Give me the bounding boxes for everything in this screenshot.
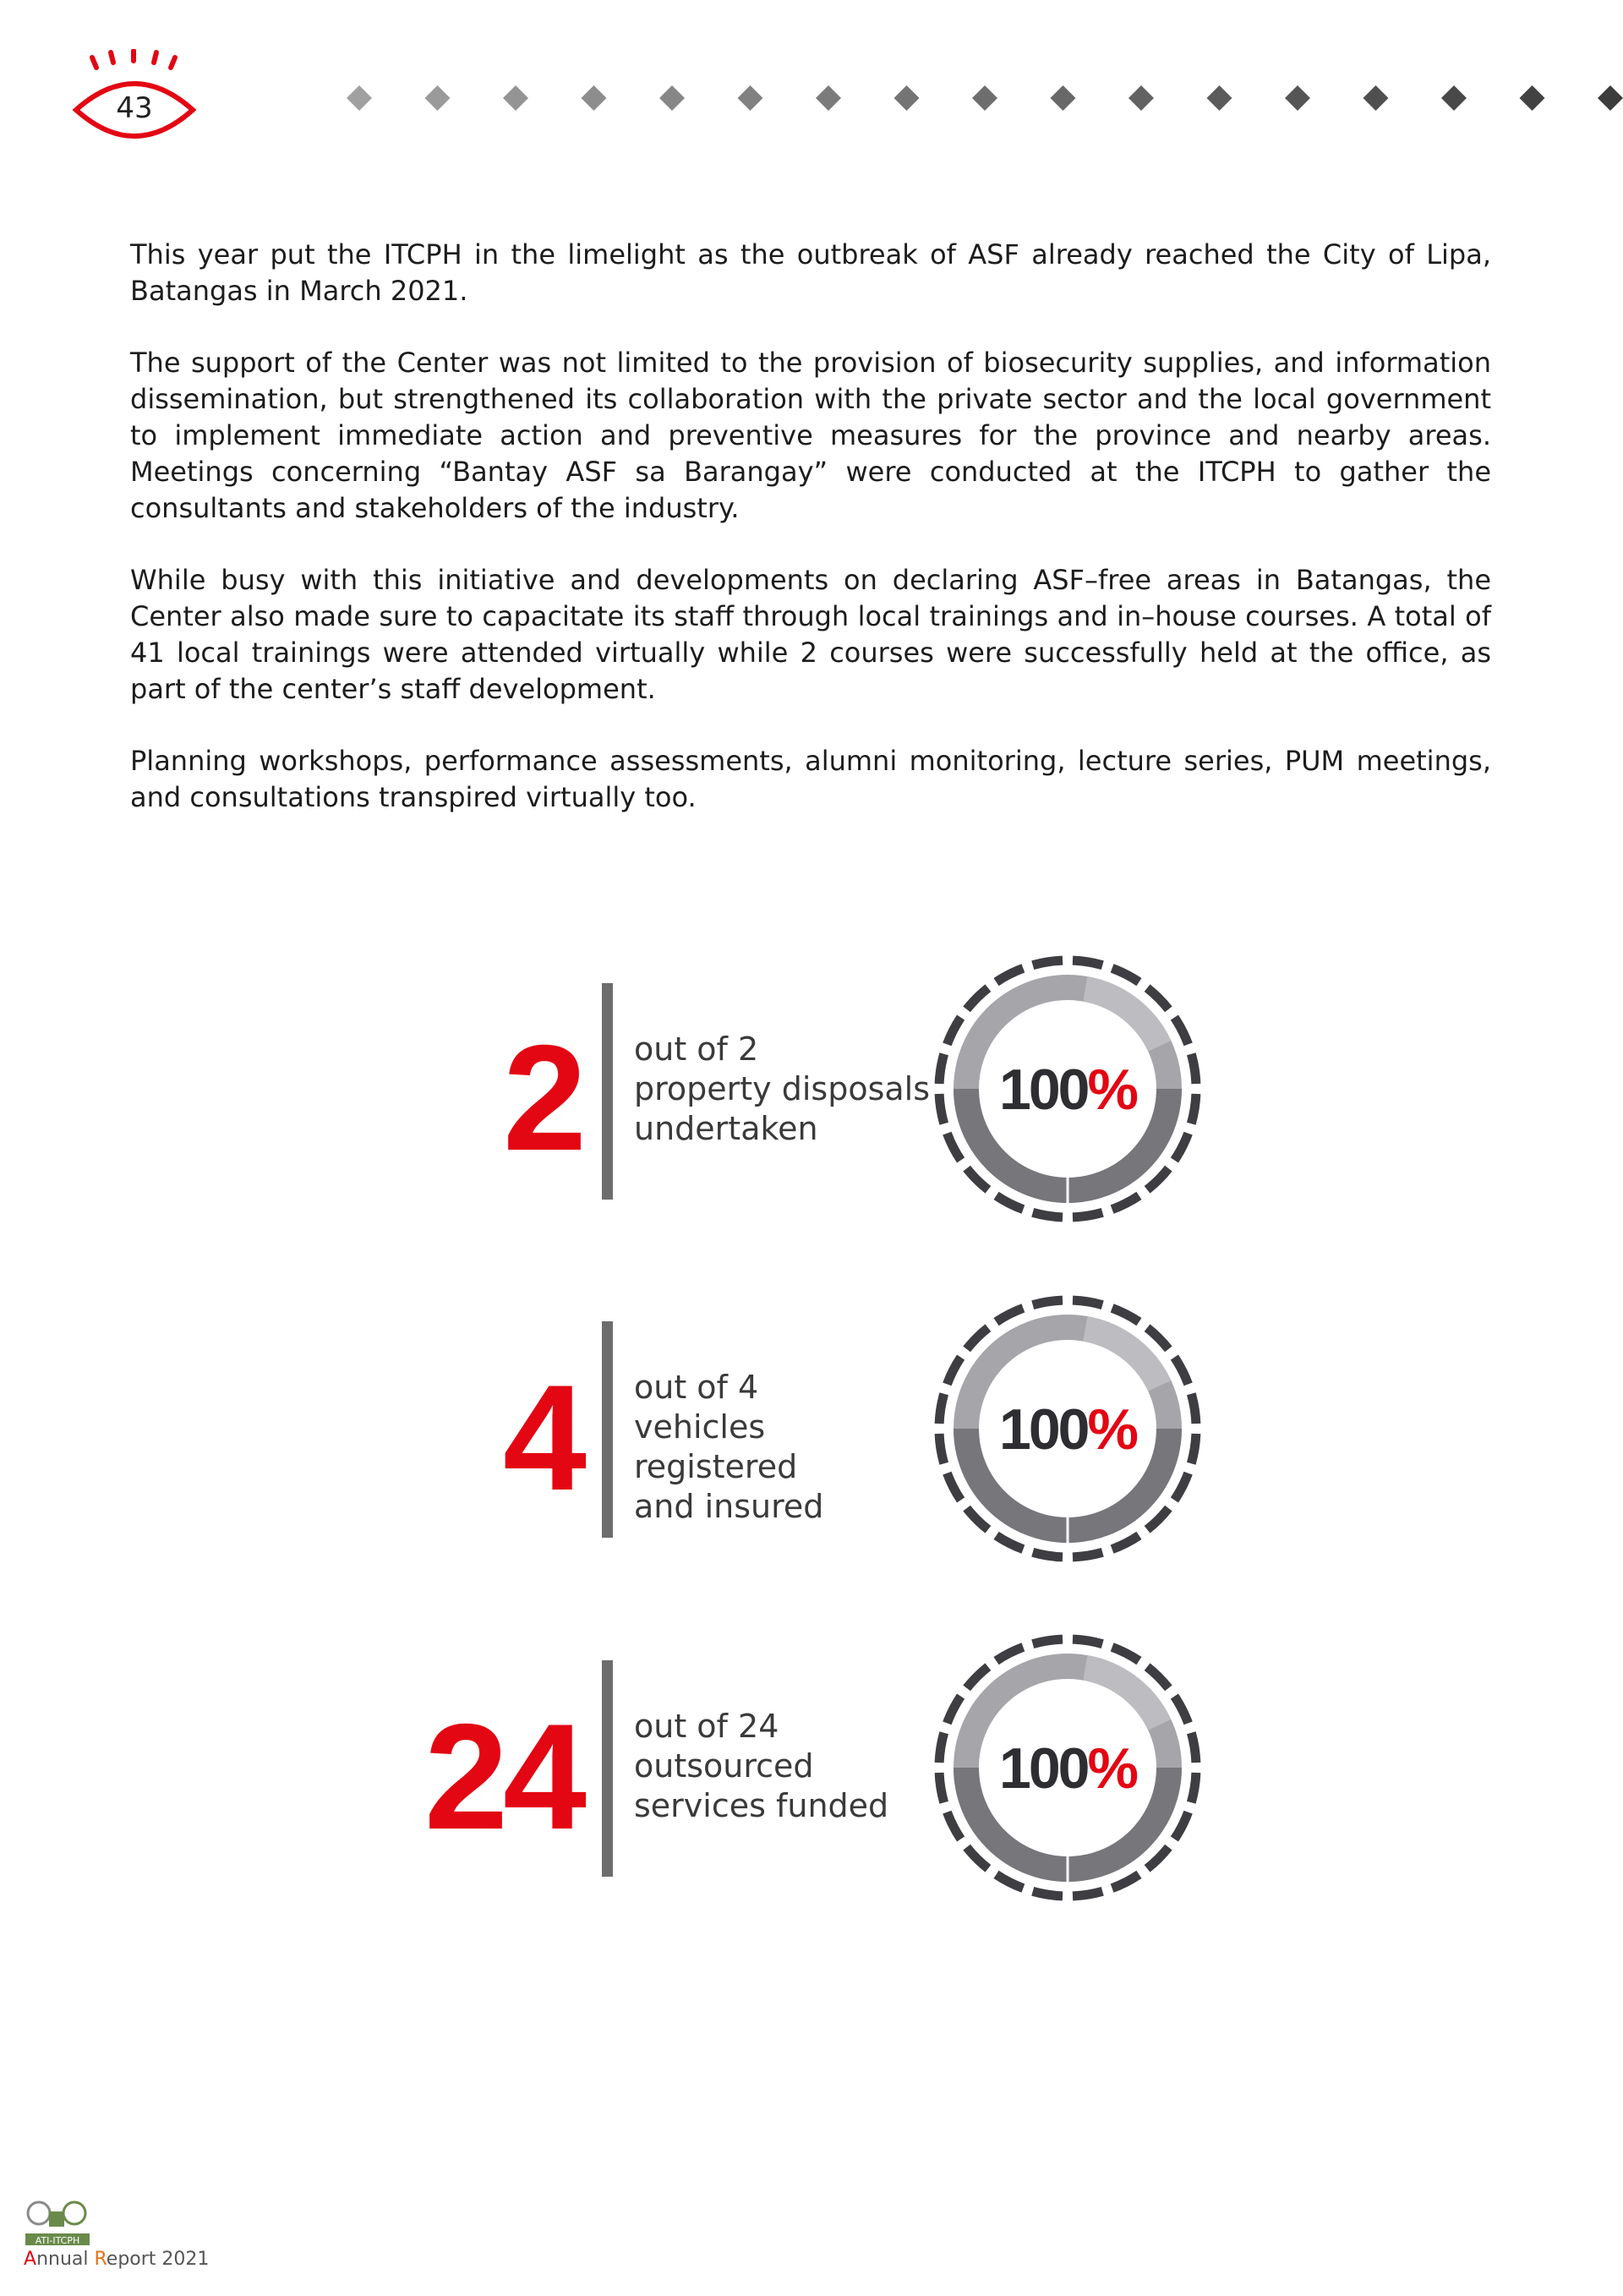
ring-segment bbox=[1073, 960, 1102, 965]
diamond-shape bbox=[1051, 85, 1076, 111]
ring-segment bbox=[1174, 1812, 1188, 1840]
ring-segment bbox=[1073, 1552, 1102, 1557]
percent-label bbox=[999, 1058, 1137, 1122]
ring-segment bbox=[947, 1018, 960, 1045]
stat-label-line: outsourced bbox=[634, 1747, 814, 1785]
diamond-shape bbox=[1285, 85, 1310, 111]
ring-segment bbox=[1073, 1212, 1102, 1217]
ring-segment bbox=[1073, 1639, 1102, 1644]
footer-letter-r: R bbox=[94, 2249, 107, 2270]
stat-number: 4 bbox=[503, 1353, 582, 1522]
ring-segment bbox=[1112, 1874, 1139, 1888]
stat-label-line: out of 2 bbox=[634, 1030, 759, 1068]
ring-segment bbox=[1174, 1697, 1188, 1724]
ring-segment bbox=[997, 968, 1024, 981]
stat-label-line: out of 4 bbox=[634, 1369, 759, 1406]
ring-segment bbox=[1191, 1733, 1196, 1763]
diamond-shape bbox=[816, 85, 841, 111]
ring-segment bbox=[967, 1667, 988, 1688]
stat-label bbox=[634, 1707, 938, 1826]
stat-number: 2 bbox=[503, 1014, 582, 1182]
ring-segment bbox=[1112, 1308, 1139, 1321]
ring-segment bbox=[1033, 1891, 1063, 1896]
paragraph-2: The support of the Center was not limited to the provision of biosecurity supplies, and information dissemination, but strengthened its collaboration with the private sector and the local government to implement immediate action and preventive measures for the province and nearby areas. Meetings concerning “Bantay ASF sa Barangay” were conducted at the ITCPH to gather the consultants and stakeholders of the industry. bbox=[130, 347, 1491, 524]
ring-segment bbox=[1191, 1054, 1196, 1084]
ring-segment bbox=[939, 1054, 944, 1084]
progress-ring bbox=[930, 1630, 1205, 1905]
diamond-shape bbox=[972, 85, 997, 111]
ring-segment bbox=[1147, 1667, 1168, 1688]
ring-segment bbox=[997, 1874, 1024, 1888]
ring-segment bbox=[1147, 1168, 1168, 1189]
stat-divider bbox=[602, 1660, 613, 1877]
diamond-shape bbox=[894, 85, 920, 111]
percent-sign: % bbox=[1087, 1058, 1136, 1122]
ring-segment bbox=[939, 1773, 944, 1802]
ring-segment bbox=[1033, 1300, 1063, 1305]
stat-label bbox=[634, 1030, 938, 1149]
ring-segment bbox=[1033, 1639, 1063, 1644]
footer-letter-a: A bbox=[24, 2249, 37, 2270]
stat-divider bbox=[602, 983, 613, 1200]
ring-segment bbox=[1033, 1552, 1063, 1557]
ring-segment bbox=[1073, 1891, 1102, 1896]
ring-segment bbox=[947, 1134, 960, 1161]
ring-segment bbox=[997, 1195, 1024, 1209]
diamond-shape bbox=[1520, 85, 1545, 111]
footer-word-annual: nnual bbox=[36, 2249, 95, 2270]
ring-segment bbox=[939, 1733, 944, 1763]
ring-segment bbox=[1073, 1300, 1102, 1305]
logo-caption: ATI-ITCPH bbox=[35, 2235, 80, 2246]
ring-segment bbox=[1191, 1094, 1196, 1123]
paragraph-3: While busy with this initiative and developments on declaring ASF–free areas in Batangas, the Center also made sure to capacitate its staff through local trainings and in–house courses. A total of 41 local trainings were attended virtually while 2 courses were successfully held at the office, as part of the center’s staff development. bbox=[130, 564, 1491, 705]
ring-segment bbox=[967, 1328, 988, 1349]
body-text bbox=[130, 237, 1491, 851]
stat-label-line: and insured bbox=[634, 1488, 824, 1525]
stat-number: 24 bbox=[424, 1692, 582, 1861]
ring-segment bbox=[947, 1473, 960, 1501]
ring-segment bbox=[947, 1358, 960, 1385]
paragraph-4: Planning workshops, performance assessments, alumni monitoring, lecture series, PUM meetings, and consultations transpired virtually too. bbox=[130, 745, 1491, 813]
ring-segment bbox=[1174, 1134, 1188, 1161]
page-number: 43 bbox=[116, 91, 153, 125]
diamond-shape bbox=[1128, 85, 1154, 111]
ring-segment bbox=[1112, 968, 1139, 981]
ring-segment bbox=[939, 1094, 944, 1123]
diamond-shape bbox=[582, 85, 607, 111]
ring-segment bbox=[1174, 1473, 1188, 1501]
ring-segment bbox=[1174, 1358, 1188, 1385]
ring-segment bbox=[939, 1434, 944, 1463]
ring-segment bbox=[997, 1308, 1024, 1321]
stat-label bbox=[634, 1368, 938, 1527]
footer-word-report: eport 2021 bbox=[106, 2249, 210, 2270]
ring-segment bbox=[1191, 1434, 1196, 1463]
stat-outsourced-services bbox=[0, 1655, 1623, 1934]
diamond-shape bbox=[738, 85, 763, 111]
progress-ring bbox=[930, 951, 1205, 1227]
ring-segment bbox=[997, 1535, 1024, 1549]
ring-segment bbox=[1147, 988, 1168, 1009]
ring-segment bbox=[1033, 1212, 1063, 1217]
diamond-shape bbox=[1598, 85, 1623, 111]
percent-value: 100 bbox=[999, 1058, 1088, 1122]
ring-segment bbox=[1112, 1647, 1139, 1660]
diamond-shape bbox=[347, 85, 372, 111]
ring-segment bbox=[1191, 1773, 1196, 1802]
ring-segment bbox=[967, 988, 988, 1009]
stat-label-line: out of 24 bbox=[634, 1708, 779, 1745]
stat-label-line: undertaken bbox=[634, 1110, 818, 1147]
diamond-shape bbox=[1441, 85, 1467, 111]
progress-ring bbox=[930, 1291, 1205, 1566]
ring-segment bbox=[947, 1697, 960, 1724]
stat-label-line: services funded bbox=[634, 1787, 889, 1824]
diamond-shape bbox=[659, 85, 685, 111]
ring-segment bbox=[997, 1647, 1024, 1660]
ring-highlight bbox=[1085, 1329, 1160, 1386]
ring-segment bbox=[1147, 1847, 1168, 1868]
ring-segment bbox=[1112, 1535, 1139, 1549]
ring-segment bbox=[1174, 1018, 1188, 1045]
diamond-divider bbox=[338, 81, 1623, 115]
percent-sign: % bbox=[1087, 1397, 1136, 1462]
percent-sign: % bbox=[1087, 1736, 1136, 1801]
stat-property-disposals bbox=[0, 976, 1623, 1255]
ring-highlight bbox=[1085, 989, 1160, 1046]
diamond-shape bbox=[503, 85, 528, 111]
ring-segment bbox=[947, 1812, 960, 1840]
stat-label-line: property disposals bbox=[634, 1070, 931, 1107]
stat-label-line: vehicles registered bbox=[634, 1408, 798, 1485]
paragraph-1: This year put the ITCPH in the limelight as the outbreak of ASF already reached the City of Lipa, Batangas in March 2021. bbox=[130, 238, 1491, 307]
percent-value: 100 bbox=[999, 1736, 1088, 1801]
percent-label bbox=[999, 1397, 1137, 1462]
percent-label bbox=[999, 1736, 1137, 1801]
ring-segment bbox=[1112, 1195, 1139, 1209]
stat-vehicles-registered bbox=[0, 1316, 1623, 1595]
ring-segment bbox=[1191, 1394, 1196, 1424]
diamond-shape bbox=[1363, 85, 1389, 111]
ring-segment bbox=[967, 1847, 988, 1868]
ring-segment bbox=[967, 1508, 988, 1529]
diamond-shape bbox=[425, 85, 451, 111]
ring-segment bbox=[1147, 1328, 1168, 1349]
ring-segment bbox=[1033, 960, 1063, 965]
diamond-shape bbox=[1207, 85, 1232, 111]
page-header bbox=[0, 0, 1623, 169]
ring-segment bbox=[939, 1394, 944, 1424]
footer-report-title bbox=[24, 2249, 209, 2270]
ring-segment bbox=[967, 1168, 988, 1189]
ring-segment bbox=[1147, 1508, 1168, 1529]
percent-value: 100 bbox=[999, 1397, 1088, 1462]
ring-highlight bbox=[1085, 1668, 1160, 1725]
stat-divider bbox=[602, 1321, 613, 1538]
